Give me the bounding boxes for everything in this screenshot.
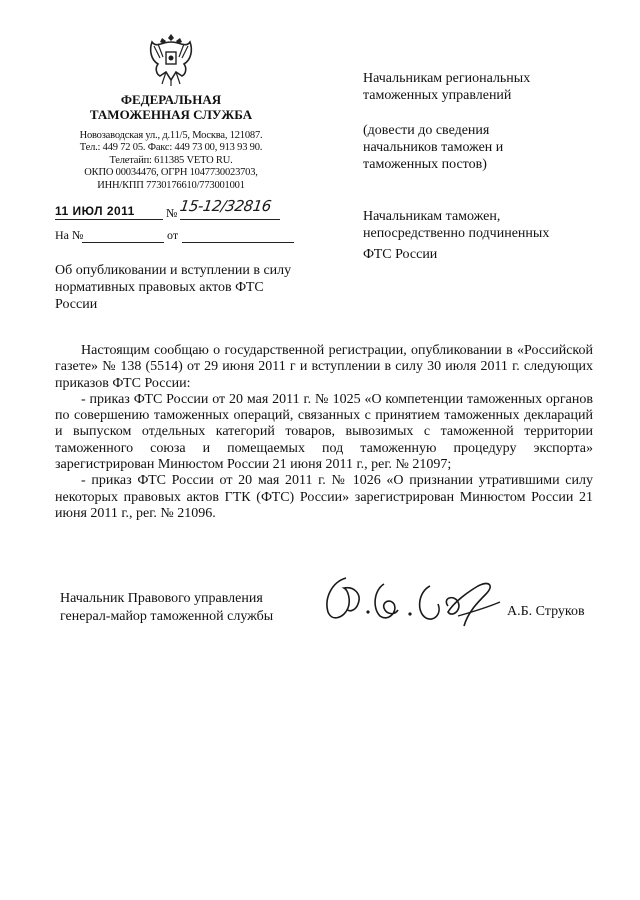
reference-date-label: от — [167, 228, 179, 242]
address-line: ОКПО 00034476, ОГРН 1047730023703, — [84, 167, 258, 179]
signatory-name: А.Б. Струков — [507, 604, 585, 619]
handwritten-signature — [318, 572, 508, 628]
address-line: Телетайп: 611385 VETO RU. — [109, 154, 233, 166]
body-paragraph: Настоящим сообщаю о государственной регистрации, опубликовании в «Российской газете» № 138 (5514) от 29 июня 2011 г и вступлении в силу 30 июля 2011 г. следующих приказов ФТС России: — [55, 343, 593, 391]
body-paragraph: - приказ ФТС России от 20 мая 2011 г. № 1026 «О признании утратившими силу некоторых правовых актов ГТК (ФТС) России» зарегистрирован Минюстом России 21 июня 2011 г., рег. № 21096. — [55, 473, 593, 521]
address-line: Тел.: 449 72 05. Факс: 449 73 00, 913 93 90. — [79, 142, 263, 154]
addressee-line: Начальникам таможен, — [363, 209, 501, 224]
position-line: генерал-майор таможенной службы — [60, 609, 274, 624]
addressee-block — [363, 208, 603, 263]
addressee-block — [363, 70, 603, 104]
signatory-position — [60, 590, 273, 626]
registration-number: 15-12/32816 — [178, 197, 273, 215]
addressee-line: таможенных управлений — [363, 88, 512, 103]
org-name-line: ФЕДЕРАЛЬНАЯ — [120, 92, 222, 107]
addressee-note — [363, 122, 603, 173]
body-paragraph: - приказ ФТС России от 20 мая 2011 г. № 1025 «О компетенции таможенных органов по совершению таможенных операций, связанных с принятием таможенных деклараций и выпуском отдельных категорий товаров, вывозимых с таможенной территории таможенного союза и помещаемых под таможенную процедуру экспорта» зарегистрирован Минюстом России 21 июня 2011 г., рег. № 21097; — [55, 391, 593, 473]
letter-subject: Об опубликовании и вступлении в силу нормативных правовых актов ФТС России — [55, 263, 292, 312]
addressee-line: непосредственно подчиненных — [363, 226, 550, 241]
number-underline — [180, 219, 280, 220]
reference-date-underline — [182, 242, 294, 243]
address-line: Новозаводская ул., д.11/5, Москва, 121087. — [79, 130, 263, 141]
addressee-line: (довести до сведения — [363, 123, 490, 138]
date-underline — [55, 219, 163, 220]
address-line: ИНН/КПП 7730176610/773001001 — [97, 179, 245, 191]
addressee-line: ФТС России — [363, 247, 438, 262]
organization-address — [66, 130, 276, 192]
reference-number-label: На № — [55, 228, 84, 242]
coat-of-arms-emblem-icon — [146, 30, 196, 88]
letter-body — [55, 343, 593, 522]
position-line: Начальник Правового управления — [60, 591, 263, 606]
org-name-line: ТАМОЖЕННАЯ СЛУЖБА — [89, 107, 253, 122]
reference-number-underline — [82, 242, 164, 243]
organization-name — [76, 92, 266, 122]
addressee-line: таможенных постов) — [363, 157, 487, 172]
addressee-line: Начальникам региональных — [363, 71, 531, 86]
addressee-line: начальников таможен и — [363, 140, 504, 155]
number-sign: № — [166, 206, 178, 220]
registration-date: 11 ИЮЛ 2011 — [55, 204, 135, 218]
